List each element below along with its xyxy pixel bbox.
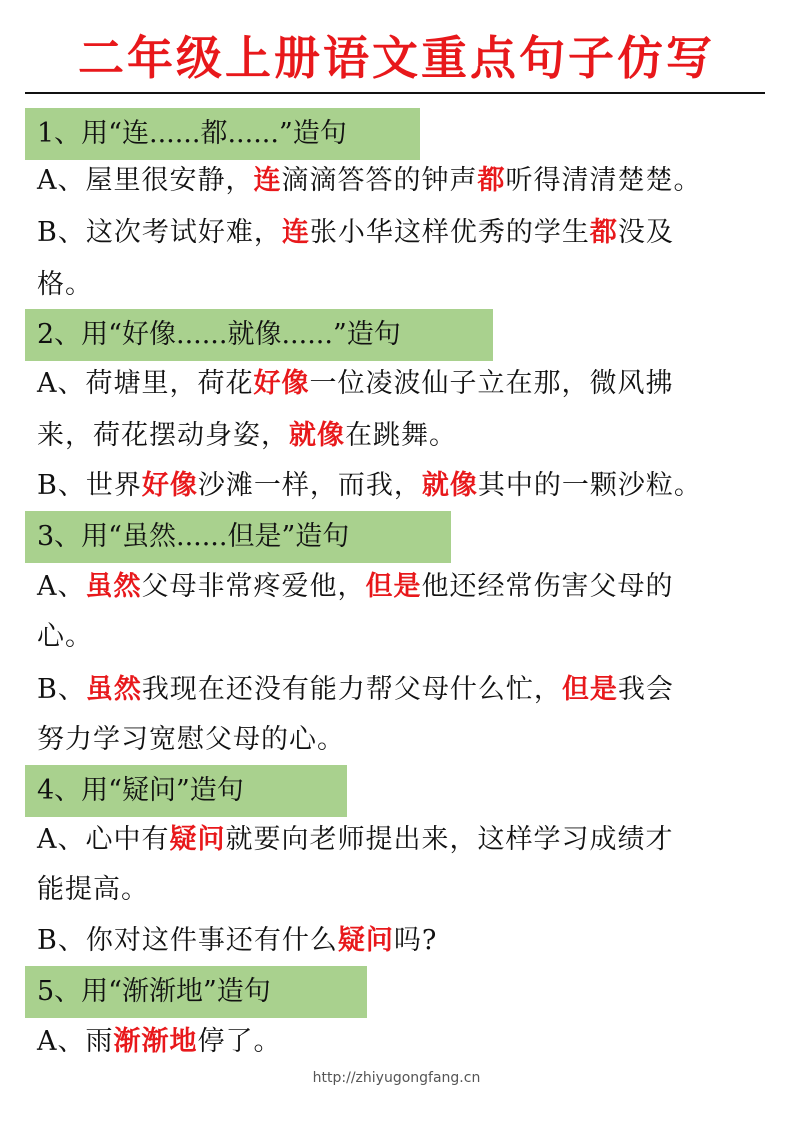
section-heading-2: 2、用“好像......就像......”造句: [25, 309, 493, 361]
sentence-line: B、世界好像沙滩一样，而我，就像其中的一颗沙粒。: [37, 470, 702, 501]
sentence-line: A、虽然父母非常疼爱他，但是他还经常伤害父母的: [37, 571, 674, 602]
sentence-line: B、这次考试好难，连张小华这样优秀的学生都没及: [37, 217, 674, 248]
section-heading-5: 5、用“渐渐地”造句: [25, 966, 367, 1018]
section-heading-3: 3、用“虽然......但是”造句: [25, 511, 451, 563]
sentence-line: A、心中有疑问就要向老师提出来，这样学习成绩才: [37, 824, 674, 855]
sentence-line: 心。: [37, 621, 93, 652]
title-divider: [25, 92, 765, 94]
page-title: 二年级上册语文重点句子仿写: [78, 31, 715, 85]
sentence-line: B、你对这件事还有什么疑问吗?: [37, 925, 438, 956]
sentence-line: A、屋里很安静，连滴滴答答的钟声都听得清清楚楚。: [37, 165, 702, 196]
sentence-line: 格。: [37, 269, 93, 300]
footer-url: http://zhiyugongfang.cn: [312, 1070, 481, 1086]
section-heading-1: 1、用“连......都......”造句: [25, 108, 420, 160]
sentence-line: 来，荷花摆动身姿，就像在跳舞。: [37, 420, 457, 451]
sentence-line: A、荷塘里，荷花好像一位凌波仙子立在那，微风拂: [37, 368, 674, 399]
sentence-line: B、虽然我现在还没有能力帮父母什么忙，但是我会: [37, 674, 674, 705]
sentence-line: 能提高。: [37, 874, 149, 905]
section-heading-4: 4、用“疑问”造句: [25, 765, 347, 817]
sentence-line: A、雨渐渐地停了。: [37, 1026, 282, 1057]
sentence-line: 努力学习宽慰父母的心。: [37, 724, 345, 755]
